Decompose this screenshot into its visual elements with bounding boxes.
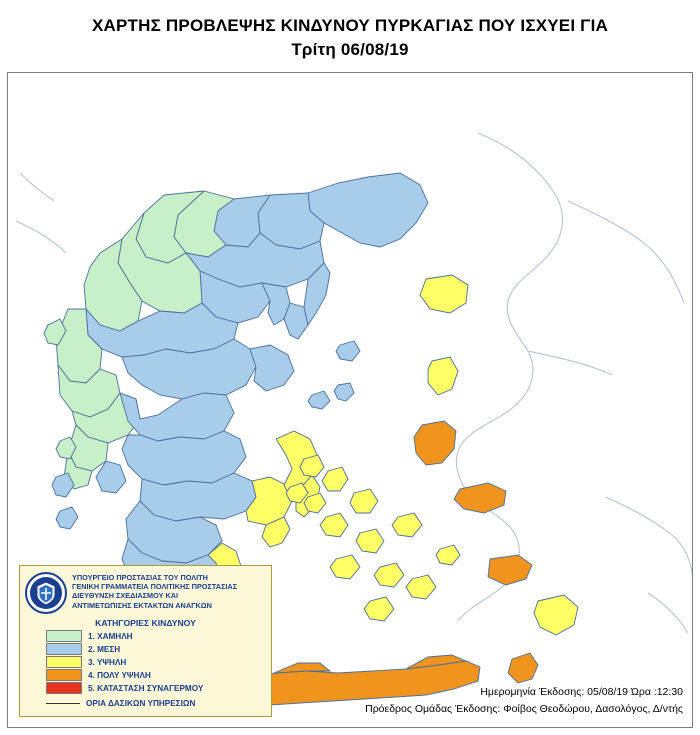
legend-authority-line-3: ΔΙΕΥΘΥΝΣΗ ΣΧΕΔΙΑΣΜΟΥ ΚΑΙ [72, 591, 179, 601]
legend-authority-line-2: ΓΕΝΙΚΗ ΓΡΑΜΜΑΤΕΙΑ ΠΟΛΙΤΙΚΗΣ ΠΡΟΣΤΑΣΙΑΣ [72, 582, 238, 592]
swatch-low-icon [46, 630, 82, 642]
legend-item-very-high [46, 669, 271, 681]
legend-authority-text [72, 571, 237, 610]
page-title [0, 14, 700, 62]
title-line-1: ΧΑΡΤΗΣ ΠΡΟΒΛΕΨΗΣ ΚΙΝΔΥΝΟΥ ΠΥΡΚΑΓΙΑΣ ΠΟΥ ΙΣΧΥΕΙ ΓΙΑ [91, 16, 608, 35]
legend-authority-line-1: ΥΠΟΥΡΓΕΙΟ ΠΡΟΣΤΑΣΙΑΣ ΤΟΥ ΠΟΛΙΤΗ [72, 573, 208, 582]
title-line-2: Τρίτη 06/08/19 [291, 40, 409, 59]
legend-item-alarm [46, 682, 271, 694]
issue-date-line: Ημερομηνία Έκδοσης: 05/08/19 Ώρα :12:30 [480, 686, 683, 698]
legend-label-boundary: ΟΡΙΑ ΔΑΣΙΚΩΝ ΥΠΗΡΕΣΙΩΝ [86, 699, 196, 708]
legend-item-low [46, 630, 271, 642]
civil-protection-logo-icon [24, 571, 68, 615]
legend-categories-title: ΚΑΤΗΓΟΡΙΕΣ ΚΙΝΔΥΝΟΥ [95, 618, 196, 628]
legend-authority-line-4: ΑΝΤΙΜΕΤΩΠΙΣΗΣ ΕΚΤΑΚΤΩΝ ΑΝΑΓΚΩΝ [72, 600, 212, 610]
swatch-alarm-icon [46, 682, 82, 694]
legend-label-alarm: 5. ΚΑΤΑΣΤΑΣΗ ΣΥΝΑΓΕΡΜΟΥ [88, 683, 204, 693]
legend-label-low: 1. ΧΑΜΗΛΗ [88, 631, 133, 641]
legend-item-high [46, 656, 271, 668]
issue-credits [365, 684, 683, 718]
legend-label-high: 3. ΥΨΗΛΗ [88, 657, 127, 667]
legend-category-list [20, 630, 271, 694]
legend-header [20, 566, 271, 617]
forest-service-boundary-line-icon [46, 703, 80, 704]
legend-item-boundary [20, 699, 271, 708]
legend-label-very-high: 4. ΠΟΛΥ ΥΨΗΛΗ [88, 670, 151, 680]
swatch-medium-icon [46, 643, 82, 655]
issuing-officer-line: Πρόεδρος Ομάδας Έκδοσης: Φοίβος Θεοδώρου, Δασολόγος, Δ/ντής [365, 703, 683, 715]
legend-item-medium [46, 643, 271, 655]
swatch-high-icon [46, 656, 82, 668]
swatch-very-high-icon [46, 669, 82, 681]
legend-label-medium: 2. ΜΕΣΗ [88, 644, 121, 654]
map-frame [7, 72, 693, 728]
legend-panel [19, 565, 272, 717]
